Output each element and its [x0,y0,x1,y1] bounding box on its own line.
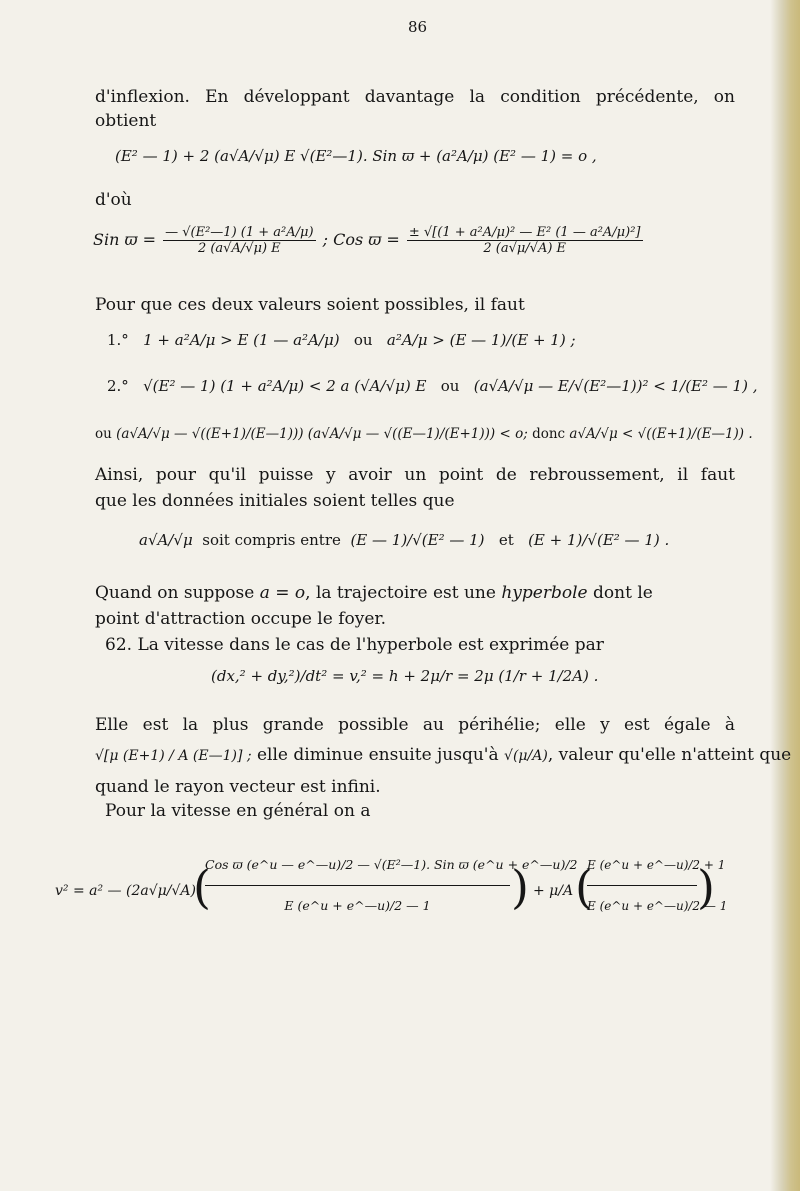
section-62-line: 62. La vitesse dans le cas de l'hyperbole est exprimée par [105,635,604,655]
text-line [95,582,735,604]
text-line: que les données initiales soient telles que [95,491,455,511]
text-span: Quand on suppose [95,583,255,603]
equation-interval [139,530,669,550]
text-line: Elle est la plus grande possible au périhélie; elle y est égale à [95,715,735,735]
sin-label: Sin ϖ = [93,230,157,249]
text-span: dont le [593,583,653,603]
denominator: E (e^u + e^—u)/2 — 1 [587,899,728,913]
math-inline: √[μ (E+1) / A (E—1)] ; [95,748,252,764]
text-span: , la trajectoire est une [305,583,496,603]
plus-mu-over-a: + μ/A [533,883,574,899]
equation-condition [115,146,597,166]
equation-text: a√A/√μ [139,531,193,549]
equation-text: (a√A/√μ — E/√(E²—1))² < 1/(E² — 1) , [473,377,758,395]
equation-text: 1 + a²A/μ > E (1 — a²A/μ) [143,331,340,349]
ou-word: ou [353,331,373,349]
text-span: , valeur qu'elle n'atteint que [547,745,792,765]
ou-word: ou [95,426,112,442]
math-inline: √(μ/A) [504,748,548,764]
text-line: point d'attraction occupe le foyer. [95,609,387,629]
numerator: Cos ϖ (e^u — e^—u)/2 — √(E²—1). Sin ϖ (e^u + e^—u)/2 [205,845,510,886]
equation-text: (dx,² + dy,²)/dt² = v,² = h + 2μ/r = 2μ (1/r + 1/2A) . [211,667,599,685]
equation-condition-3 [95,424,753,444]
equation-condition-2 [107,376,758,396]
right-bracket: ) [511,860,529,914]
hyperbole-word: hyperbole [501,583,588,603]
page-edge-shadow [770,0,800,1191]
equation-condition-1 [107,330,576,350]
fraction-block [587,845,728,926]
equation-text: (a√A/√μ — √((E+1)/(E—1))) (a√A/√μ — √((E—1)/(E+1))) < o; [116,426,528,442]
text-line: quand le rayon vecteur est infini. [95,777,381,797]
condition-number: 1.° [107,331,129,349]
ou-word: ou [440,377,460,395]
equation-text: (E² — 1) + 2 (a√A/√μ) E √(E²—1). Sin ϖ + (a²A/μ) (E² — 1) = o , [115,147,597,165]
equation-general-velocity [55,835,728,955]
equation-text: √(E² — 1) (1 + a²A/μ) < 2 a (√A/√μ) E [143,377,427,395]
equation-text: a²A/μ > (E — 1)/(E + 1) ; [386,331,576,349]
text-line: Pour que ces deux valeurs soient possibles, il faut [95,295,525,315]
equation-text: (E — 1)/√(E² — 1) [350,531,485,549]
donc-word: donc [532,426,566,442]
page-number: 86 [408,18,428,36]
interval-words: soit compris entre [202,531,341,549]
text-line [95,744,791,767]
equation-text: v² = a² — (2a√μ/√A) [55,883,196,899]
text-line: obtient [95,111,157,131]
sin-denominator: 2 (a√A/√μ) E [197,241,281,256]
equation-velocity [211,666,598,686]
cos-denominator: 2 (a√μ/√A) E [483,241,567,256]
text-line: d'inflexion. En développant davantage la condition précédente, on [95,87,735,107]
left-bracket: ( [193,860,211,914]
text-line: Pour la vitesse en général on a [105,801,371,821]
numerator: E (e^u + e^—u)/2 + 1 [587,845,697,886]
condition-number: 2.° [107,377,129,395]
text-line: Ainsi, pour qu'il puisse y avoir un point de rebroussement, il faut [95,465,735,485]
cos-numerator: ± √[(1 + a²A/μ)² — E² (1 — a²A/μ)²] [408,225,641,240]
text-span: elle diminue ensuite jusqu'à [256,745,499,765]
left-bracket: ( [575,860,593,914]
cos-label: ; Cos ϖ = [322,230,400,249]
equation-sin-cos [93,225,645,256]
equation-text: a√A/√μ < √((E+1)/(E—1)) . [569,426,753,442]
et-word: et [498,531,514,549]
text-line: d'où [95,190,132,210]
sin-numerator: — √(E²—1) (1 + a²A/μ) [165,225,314,240]
denominator: E (e^u + e^—u)/2 — 1 [284,898,431,913]
right-bracket: ) [697,860,715,914]
math-inline: a = o [259,583,306,603]
equation-text: (E + 1)/√(E² — 1) . [528,531,670,549]
